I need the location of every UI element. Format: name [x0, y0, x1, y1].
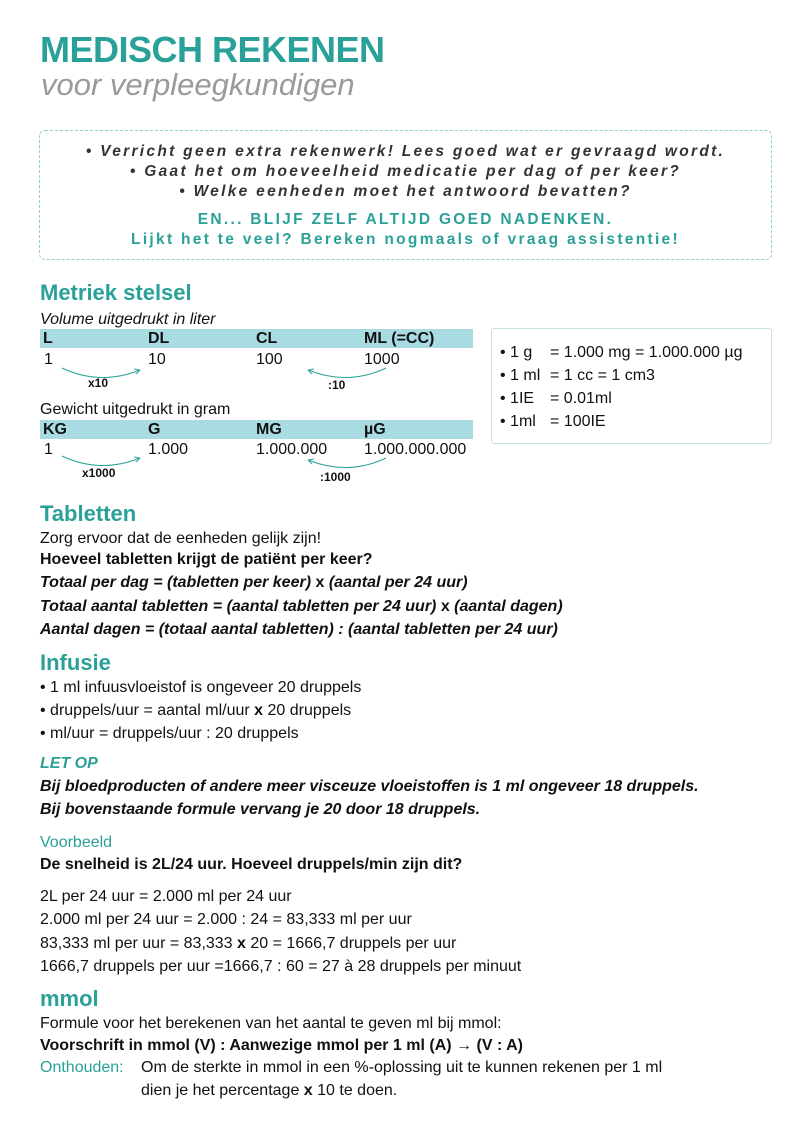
infusie-bullet: • druppels/uur = aantal ml/uur x 20 druppels	[40, 702, 352, 719]
unit-cl: CL	[256, 330, 278, 347]
conversion-row: • 1ml = 100IE	[500, 413, 606, 430]
unit-kg: KG	[43, 421, 67, 438]
voorbeeld-step: 1666,7 druppels per uur =1666,7 : 60 = 27 à 28 druppels per minuut	[40, 958, 522, 975]
unit-mg: MG	[256, 421, 282, 438]
onthouden-label: Onthouden:	[40, 1059, 124, 1076]
tabletten-intro: Zorg ervoor dat de eenheden gelijk zijn!	[40, 530, 322, 547]
volume-value: 10	[148, 351, 166, 368]
gewicht-unit-bar	[40, 420, 473, 439]
mmol-intro: Formule voor het berekenen van het aantal te geven ml bij mmol:	[40, 1015, 502, 1032]
notice-bullet: • Gaat het om hoeveelheid medicatie per dag of per keer?	[129, 163, 682, 180]
section-heading-mmol: mmol	[40, 986, 99, 1011]
volume-divide-label: :10	[328, 378, 346, 392]
gewicht-label: Gewicht uitgedrukt in gram	[40, 401, 231, 418]
voorbeeld-step: 83,333 ml per uur = 83,333 x 20 = 1666,7 druppels per uur	[40, 935, 457, 952]
notice-emphasis: EN... BLIJF ZELF ALTIJD GOED NADENKEN.	[197, 211, 614, 228]
conversion-row: • 1IE = 0.01ml	[500, 390, 612, 407]
unit-ml: ML (=CC)	[364, 330, 435, 347]
notice-box	[39, 130, 772, 260]
gewicht-multiply-label: x1000	[82, 466, 116, 480]
page-title: MEDISCH REKENEN	[40, 29, 385, 70]
volume-value: 100	[256, 351, 283, 368]
volume-multiply-label: x10	[88, 376, 109, 390]
onthouden-line: dien je het percentage x 10 te doen.	[141, 1082, 398, 1099]
voorbeeld-step: 2L per 24 uur = 2.000 ml per 24 uur	[40, 888, 292, 905]
gewicht-divide-label: :1000	[320, 470, 351, 484]
onthouden-line: Om de sterkte in mmol in een %-oplossing uit te kunnen rekenen per 1 ml	[141, 1059, 663, 1076]
conversion-box	[491, 328, 772, 444]
tabletten-formula: Totaal aantal tabletten = (aantal tabletten per 24 uur) x (aantal dagen)	[40, 598, 563, 615]
gewicht-value: 1	[44, 441, 53, 458]
letop-label: LET OP	[40, 755, 98, 772]
tabletten-formula: Totaal per dag = (tabletten per keer) x (aantal per 24 uur)	[40, 574, 468, 591]
notice-bullet: • Welke eenheden moet het antwoord bevatten?	[179, 183, 632, 200]
gewicht-value: 1.000	[148, 441, 189, 458]
tabletten-formula: Aantal dagen = (totaal aantal tabletten) : (aantal tabletten per 24 uur)	[40, 621, 558, 638]
notice-bullet: • Verricht geen extra rekenwerk! Lees goed wat er gevraagd wordt.	[85, 143, 726, 160]
unit-l: L	[43, 330, 53, 347]
voorbeeld-step: 2.000 ml per 24 uur = 2.000 : 24 = 83,333 ml per uur	[40, 911, 412, 928]
voorbeeld-label: Voorbeeld	[40, 834, 113, 851]
unit-ug: µG	[364, 421, 386, 438]
voorbeeld-question: De snelheid is 2L/24 uur. Hoeveel druppels/min zijn dit?	[40, 856, 463, 873]
volume-value: 1000	[364, 351, 400, 368]
volume-value: 1	[44, 351, 53, 368]
conversion-row: • 1 ml = 1 cc = 1 cm3	[500, 367, 655, 384]
unit-g: G	[148, 421, 161, 438]
conversion-row: • 1 g = 1.000 mg = 1.000.000 µg	[500, 344, 743, 361]
section-heading-infusie: Infusie	[40, 650, 111, 675]
letop-line: Bij bovenstaande formule vervang je 20 door 18 druppels.	[40, 801, 481, 818]
infusie-bullet: • ml/uur = druppels/uur : 20 druppels	[40, 725, 299, 742]
section-heading-tabletten: Tabletten	[40, 501, 137, 526]
page-subtitle: voor verpleegkundigen	[41, 67, 355, 102]
letop-line: Bij bloedproducten of andere meer visceuze vloeistoffen is 1 ml ongeveer 18 druppels.	[40, 778, 699, 795]
mmol-formula: Voorschrift in mmol (V) : Aanwezige mmol per 1 ml (A) → (V : A)	[40, 1037, 523, 1054]
unit-dl: DL	[148, 330, 170, 347]
gewicht-value: 1.000.000	[256, 441, 328, 458]
gewicht-value: 1.000.000.000	[364, 441, 467, 458]
notice-emphasis: Lijkt het te veel? Bereken nogmaals of vraag assistentie!	[131, 231, 680, 248]
tabletten-question: Hoeveel tabletten krijgt de patiënt per keer?	[40, 551, 373, 568]
volume-unit-bar	[40, 329, 473, 348]
volume-label: Volume uitgedrukt in liter	[40, 311, 216, 328]
section-heading-metriek: Metriek stelsel	[40, 280, 192, 305]
infusie-bullet: • 1 ml infuusvloeistof is ongeveer 20 druppels	[40, 679, 362, 696]
